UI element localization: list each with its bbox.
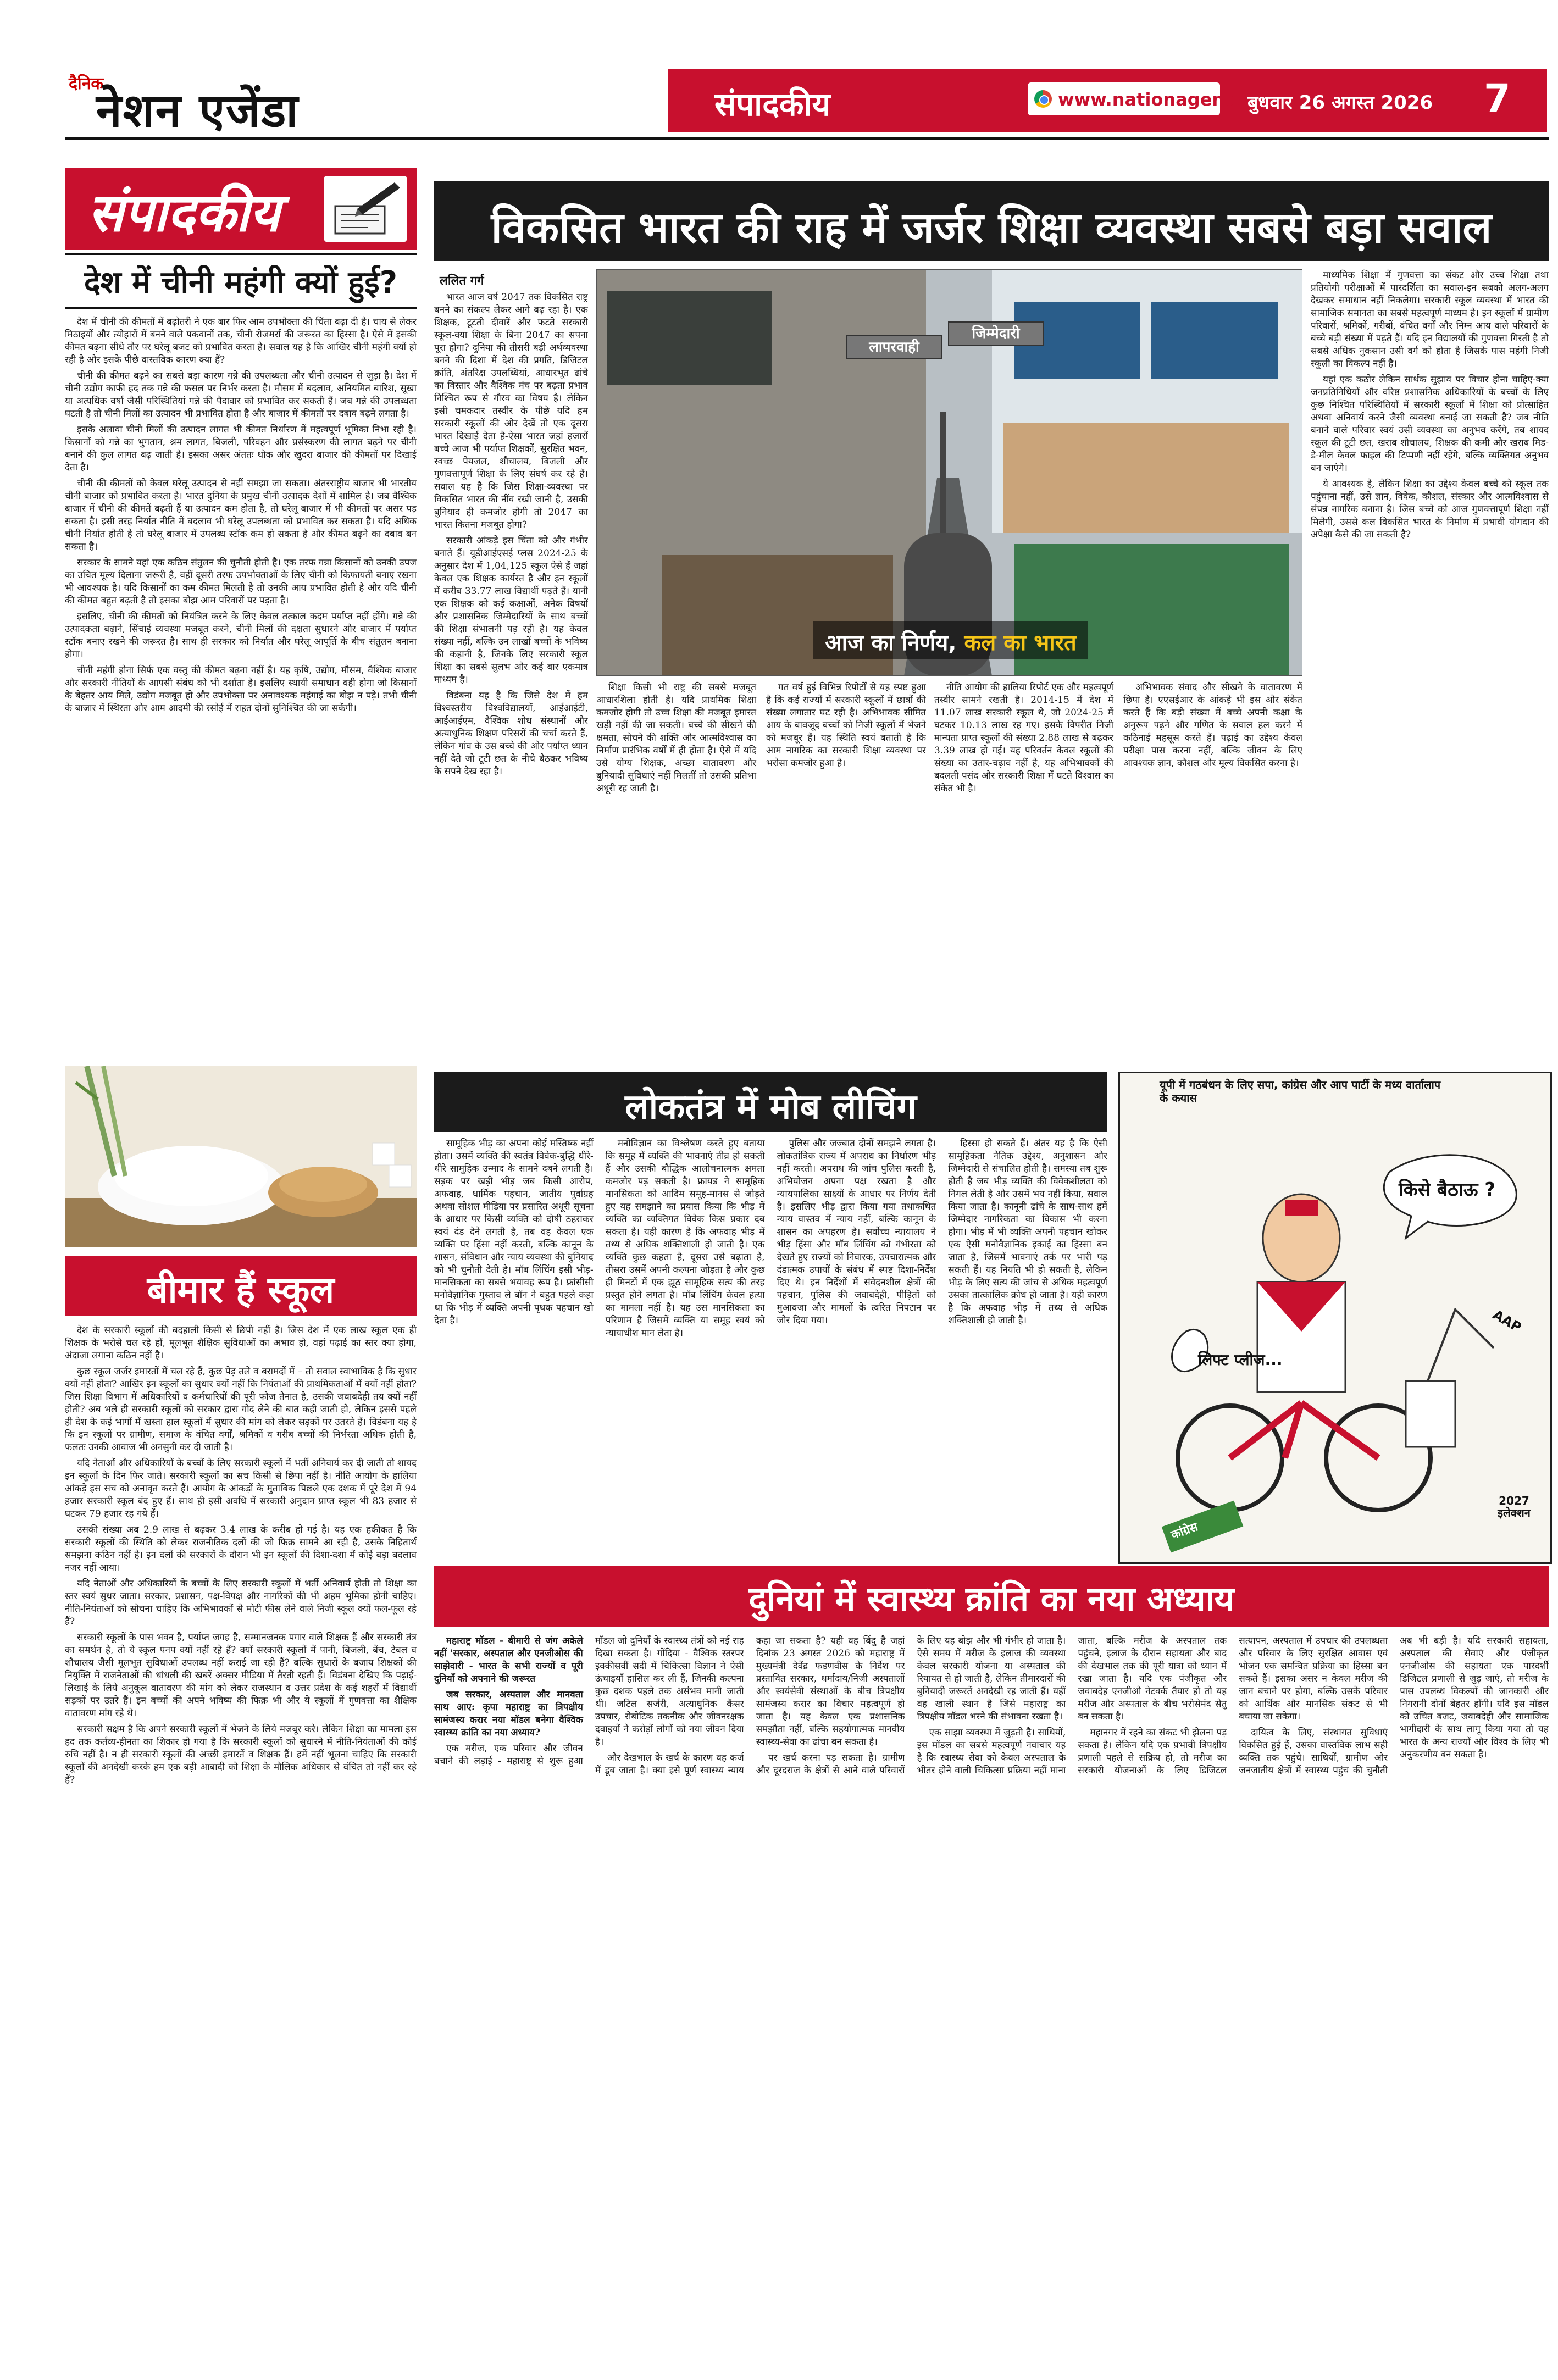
paragraph: इसके अलावा चीनी मिलों की उत्पादन लागत भी कीमत निर्धारण में महत्वपूर्ण भूमिका निभा रही है। किसानों को गन्ने का भुगतान, श्रम लागत, बिजली, परिवहन और प्रसंस्करण की लागत बढ़ने पर चीनी बनाने की कुल लागत बढ़ जाती है। इसका असर अंततः थोक और खुदरा बाजार की कीमतों पर दिखाई देता है। [65,424,417,473]
article-health-headline: दुनियां में स्वास्थ्य क्रांति का नया अध्याय [748,1579,1234,1619]
paragraph: एक मरीज, एक परिवार और जीवन बचाने की लड़ाई - महाराष्ट्र से शुरू हुआ मॉडल जो दुनियाँ के स्वास्थ्य तंत्रों को नई राह दिखा सकता है। गोंदिया - वैश्विक स्तरपर इक्कीसवीं सदी में चिकित्सा विज्ञान ने ऐसी ऊंचाइयाँ हासिल कर ली हैं, जिनकी कल्पना कुछ दशक पहले तक असंभव मानी जाती थी। जटिल सर्जरी, अत्याधुनिक कैंसर उपचार, रोबोटिक तकनीक और जीवनरक्षक दवाइयों ने करोड़ों लोगों को नया जीवन दिया है। [434,1635,744,1767]
logo-prefix: दैनिक [69,74,104,93]
article-sugar-body [65,316,417,1061]
paragraph: भारत आज वर्ष 2047 तक विकसित राष्ट्र बनने का संकल्प लेकर आगे बढ़ रहा है। एक शिक्षक, टूटती दीवारें और फटते सरकारी स्कूल-क्या शिक्षा के बिना 2047 का सपना पूरा होगा? दुनिया की तीसरी बड़ी अर्थव्यवस्था बनने की दिशा में देश की प्रगति, डिजिटल क्रांति, अंतरिक्ष उपलब्धियां, आधारभूत ढांचे का विस्तार और वैश्विक मंच पर बढ़ता प्रभाव निश्चित रूप से गौरव का विषय है। लेकिन इसी चमकदार तस्वीर के पीछे यदि हम सरकारी स्कूलों की ओर देखें तो एक दूसरा भारत दिखाई देता है-ऐसा भारत जहां हजारों बच्चे आज भी पर्याप्त शिक्षकों, सुरक्षित भवन, स्वच्छ पेयजल, शौचालय, बिजली और गुणवत्तापूर्ण शिक्षा के लिए संघर्ष कर रहे हैं। सवाल यह है कि जिस शिक्षा-व्यवस्था पर विकसित भारत की नींव रखी जानी है, उसकी बुनियाद ही कमजोर होगी तो 2047 का भारत कितना मजबूत होगा? [434,292,588,530]
congress-flag: कांग्रेस [1169,1520,1200,1543]
paragraph: पर खर्च करना पड़ सकता है। ग्रामीण और दूरदराज के क्षेत्रों से आने वाले परिवारों के लिए यह बोझ और भी गंभीर हो जाता है। ऐसे समय में मरीज के इलाज की व्यवस्था केवल सरकारी योजना या अस्पताल की रियायत से हो जाती है, लेकिन तीमारदारों की बुनियादी जरूरतें अनदेखी रह जाती हैं। यहीं वह खाली स्थान है जिसे महाराष्ट्र का त्रिपक्षीय मॉडल भरने की संभावना रखता है। [756,1635,1066,1776]
paragraph: पुलिस और जज्बात दोनों समझने लगता है। लोकतांत्रिक राज्य में अपराध का निर्धारण भीड़ नहीं करती। अपराध की जांच पुलिस करती है, अभियोजन अपना पक्ष रखता है और न्यायपालिका साक्ष्यों के आधार पर निर्णय देती है। इसलिए भीड़ द्वारा किया गया तथाकथित न्याय वास्तव में न्याय नहीं, बल्कि कानून के शासन का अपहरण है। सर्वोच्च न्यायालय ने भीड़ हिंसा और मॉब लिंचिंग को गंभीरता को देखते हुए राज्यों को निवारक, उपचारात्मक और दंडात्मक उपायों के संबंध में स्पष्ट दिशा-निर्देश दिए थे। इन निर्देशों में संवेदनशील क्षेत्रों की पहचान, पुलिस की जवाबदेही, पीड़ितों को मुआवजा और मामलों के त्वरित निपटान पर जोर दिया गया। [777,1138,936,1326]
paragraph: देश में चीनी की कीमतों में बढ़ोतरी ने एक बार फिर आम उपभोक्ता की चिंता बढ़ा दी है। चाय से लेकर मिठाइयों और त्योहारों में बनने वाले पकवानों तक, चीनी रोजमर्रा की जरूरत का हिस्सा है। ऐसे में इसकी कीमत बढ़ना सीधे तौर पर घरेलू बजट को प्रभावित करता है। सवाल यह है कि आखिर चीनी महंगी क्यों हो रही है और इसके पीछे वास्तविक कारण क्या हैं? [65,317,417,365]
paragraph: सरकारी आंकड़े इस चिंता को और गंभीर बनाते हैं। यूडीआईएसई प्लस 2024-25 के अनुसार देश में 1,04,125 स्कूल ऐसे हैं जहां केवल एक शिक्षक कार्यरत है और इन स्कूलों में करीब 33.77 लाख विद्यार्थी पढ़ते हैं। यानी एक शिक्षक को कई कक्षाओं, अनेक विषयों और प्रशासनिक जिम्मेदारियों के साथ बच्चों की शिक्षा संभालनी पड़ रही है। यह केवल संख्या नहीं, बल्कि उन लाखों बच्चों के भविष्य की कहानी है, जिनके लिए सरकारी स्कूल शिक्षा का सबसे सुलभ और कई बार एकमात्र माध्यम है। [434,535,588,685]
sign-right: जिम्मेदारी [948,321,1044,346]
paragraph: और देखभाल के खर्च के कारण वह कर्ज में डूब जाता है। क्या इसे पूर्ण स्वास्थ्य न्याय कहा जा सकता है? यही वह बिंदु है जहां दिनांक 23 अगस्त 2026 को महाराष्ट्र में मुख्यमंत्री देवेंद्र फडणवीस के निर्देश पर प्रस्तावित सरकार, धर्मादाय/निजी अस्पतालों और स्वयंसेवी संस्थाओं के बीच त्रिपक्षीय सामंजस्य करार का विचार महत्वपूर्ण हो जाता है। यह केवल एक प्रशासनिक समझौता नहीं, बल्कि सहयोगात्मक मानवीय स्वास्थ्य-सेवा का ढांचा बन सकता है। [595,1635,905,1776]
paragraph: चीनी महंगी होना सिर्फ एक वस्तु की कीमत बढ़ना नहीं है। यह कृषि, उद्योग, मौसम, वैश्विक बाजार और सरकारी नीतियों के आपसी संबंध को भी दर्शाता है। इसलिए स्थायी समाधान वही होगा जो किसानों के बेहतर आय मिले, उद्योग मजबूत हो और उपभोक्ता पर अनावश्यक महंगाई का बोझ न पड़े। तभी चीनी के बाजार में स्थिरता और आम आदमी की रसोई में राहत दोनों सुनिश्चित की जा सकेंगी। [65,665,417,714]
paragraph: इसलिए, चीनी की कीमतों को नियंत्रित करने के लिए केवल तत्काल कदम पर्याप्त नहीं होंगे। गन्ने की उत्पादकता बढ़ाने, सिंचाई व्यवस्था मजबूत करने, चीनी मिलों की दक्षता सुधारने और बाजार में पर्याप्त स्टॉक बनाए रखने की जरूरत है। साथ ही सरकार को निर्यात और घरेलू आपूर्ति के बीच संतुलन बनाना होगा। [65,611,417,660]
article-health-body [434,1635,1549,2366]
paragraph: ये आवश्यक है, लेकिन शिक्षा का उद्देश्य केवल बच्चे को स्कूल तक पहुंचाना नहीं, उसे ज्ञान, विवेक, कौशल, संस्कार और आत्मविश्वास से संपन्न नागरिक बनाना है। जिस बच्चे को आज गुणवत्तापूर्ण शिक्षा नहीं मिलेगी, उससे कल विकसित भारत के निर्माण में प्रभावी योगदान की अपेक्षा कैसे की जा सकती है? [1311,479,1549,540]
sign-left: लापरवाही [846,335,942,359]
cartoon-frame [1118,1072,1552,1564]
article-sugar-headline: देश में चीनी महंगी क्यों हुई? [84,265,398,301]
aap-flag: AAP [1490,1307,1524,1335]
paragraph: उसकी संख्या अब 2.9 लाख से बढ़कर 3.4 लाख के करीब हो गई है। यह एक हकीकत है कि सरकारी स्कूलों की स्थिति को लेकर राजनीतिक दलों की जो फिक्र सामने आ रही है, उसके निहितार्थ समझना कठिन नहीं है। इन दलों की सरकारों के दौरान भी इन स्कूलों की दिशा-दशा में कोई बड़ा बदलाव नजर नहीं आया। [65,1524,417,1573]
paragraph: एक साझा व्यवस्था में जुड़ती है। साथियों, इस मॉडल का सबसे महत्वपूर्ण नवाचार यह है कि स्वास्थ्य सेवा को केवल अस्पताल के भीतर होने वाली चिकित्सा प्रक्रिया नहीं माना जाता, बल्कि मरीज के अस्पताल तक पहुंचने, इलाज के दौरान सहायता और बाद की देखभाल तक की पूरी यात्रा को ध्यान में रखा जाता है। यदि एक पंजीकृत और जवाबदेह एनजीओ नेटवर्क तैयार हो तो यह मरीज और अस्पताल के बीच भरोसेमंद सेतु बन सकता है। [917,1635,1227,1776]
image-caption [819,626,1083,657]
paragraph: यदि नेताओं और अधिकारियों के बच्चों के लिए सरकारी स्कूलों में भर्ती अनिवार्य होती तो शिक्षा का स्तर स्वयं सुधर जाता। सरकार, प्रशासन, पक्ष-विपक्ष और नागरिकों की भी अहम भूमिका होनी चाहिए। नीति-नियंताओं को सोचना चाहिए कि अभिभावकों से मोटी फीस लेने वाले निजी स्कूल क्यों फल-फूल रहे हैं? [65,1578,417,1627]
issue-date: बुधवार 26 अगस्त 2026 [1247,92,1433,114]
pen-writing-icon [324,176,407,242]
editorial-label: संपादकीय [88,181,280,243]
paragraph: दायित्व के लिए, संस्थागत सुविधाएं विकसित हुई हैं, उसका वास्तविक लाभ सही व्यक्ति तक पहुंचे। साथियों, ग्रामीण और जनजातीय क्षेत्रों में स्वास्थ्य पहुंच की चुनौती अब भी बड़ी है। यदि सरकारी सहायता, अस्पताल की सेवाएं और पंजीकृत एनजीओस की सहायता एक पारदर्शी डिजिटल प्रणाली से जुड़ जाएं, तो मरीज के पास उपलब्ध विकल्पों की जानकारी और निगरानी दोनों बेहतर होंगी। यदि इस मॉडल को उचित बजट, जवाबदेही और सामाजिक भागीदारी के साथ लागू किया गया तो यह भारत के अन्य राज्यों और विश्व के लिए भी अनुकरणीय बन सकता है। [1239,1635,1549,1776]
byline: ललित गर्ग [440,274,484,288]
paragraph: सरकारी स्कूलों के पास भवन है, पर्याप्त जगह है, सम्मानजनक पगार वाले शिक्षक हैं और सरकारी तंत्र का समर्थन है, तो ये स्कूल पनप क्यों नहीं रहे हैं? क्यों सरकारी स्कूलों में पानी, बिजली, बेंच, टेबल व शौचालय जैसी मूलभूत सुविधाओं उपलब्ध नहीं कराई जा रही हैं? बल्कि सुधारों के बजाय शिक्षकों की नियुक्ति में राजनेताओं की धांधली की खबरें अक्सर मीडिया में तैरती रहती हैं। विडंबना देखिए कि पढ़ाई-लिखाई के लिये अनुकूल वातावरण की मांग को लेकर राजस्थान व उत्तर प्रदेश के कई शहरों में विद्यार्थी सड़कों पर उतरे हैं। इन बच्चों की अपने भविष्य की फिक्र भी और ये स्कूलों में गुणवत्ता का शैक्षिक वातावरण मांग रहे थे। [65,1632,417,1719]
paragraph: यहां एक कठोर लेकिन सार्थक सुझाव पर विचार होना चाहिए-क्या जनप्रतिनिधियों और वरिष्ठ प्रशासनिक अधिकारियों के बच्चों के लिए कुछ निश्चित परिस्थितियों में सरकारी स्कूलों में शिक्षा को प्रोत्साहित अथवा अनिवार्य करने जैसी व्यवस्था बनाई जा सकती है? जब नीति बनाने वाले परिवार स्वयं उसी व्यवस्था का अनुभव करेंगे, तब शायद स्कूल की टूटी छत, खराब शौचालय, शिक्षक की कमी और खराब मिड-डे-मील केवल फाइल की टिप्पणी नहीं रहेंगे, बल्कि व्यक्तिगत अनुभव बन जाएंगे। [1311,374,1549,474]
speech-bubble: किसे बैठाऊ ? [1399,1179,1495,1201]
sugar-photo [65,1066,417,1247]
paragraph: नीति आयोग की हालिया रिपोर्ट एक और महत्वपूर्ण तस्वीर सामने रखती है। 2014-15 में देश में 11.07 लाख सरकारी स्कूल थे, जो 2024-25 में घटकर 10.13 लाख रह गए। इसके विपरीत निजी मान्यता प्राप्त स्कूलों की संख्या 2.88 लाख से बढ़कर 3.39 लाख हो गई। यह परिवर्तन केवल स्कूलों की संख्या का उतार-चढ़ाव नहीं है, यह अभिभावकों की बदलती पसंद और सरकारी शिक्षा में घटते विश्वास का संकेत भी है। [934,682,1113,794]
paragraph: जब सरकार, अस्पताल और मानवता साथ आए: कृपा महाराष्ट्र का त्रिपक्षीय सामंजस्य करार नया मॉडल बनेगा वैश्विक स्वास्थ्य क्रांति का नया अध्याय? [434,1689,583,1738]
paragraph: माध्यमिक शिक्षा में गुणवत्ता का संकट और उच्च शिक्षा तथा प्रतियोगी परीक्षाओं में पारदर्शिता का सवाल-इन सबको अलग-अलग देखकर समाधान नहीं निकलेगा। सरकारी स्कूल व्यवस्था में भारत की सामाजिक समानता का सबसे महत्वपूर्ण माध्यम है। इन स्कूलों में ग्रामीण परिवारों, श्रमिकों, गरीबों, वंचित वर्गों और निम्न आय वाले परिवारों के बच्चे बड़ी संख्या में पढ़ते हैं। यदि इन विद्यालयों की गुणवत्ता गिरती है तो सबसे अधिक नुकसान उसी वर्ग को होता है जिसके पास महंगी निजी स्कूली का विकल्प नहीं है। [1311,270,1549,369]
article-education-col1 [434,291,588,1061]
election-flag: 2027 इलेक्शन [1498,1494,1531,1519]
article-mob-body [434,1138,1107,1561]
paragraph: यदि नेताओं और अधिकारियों के बच्चों के लिए सरकारी स्कूलों में भर्ती अनिवार्य कर दी जाती तो शायद इन स्कूलों के दिन फिर जाते। सरकारी स्कूलों का सच किसी से छिपा नहीं है। नीति आयोग के हालिया आंकड़े इस सच को अनावृत करते हैं। आयोग के आंकड़ों के मुताबिक पिछले एक दशक में पूरे देश में 94 हजार सरकारी स्कूल बंद हुए हैं। साथ ही इसी अवधि में सरकारी अनुदान प्राप्त स्कूल भी 83 हजार से घटकर 79 हजार रह गये हैं। [65,1458,417,1519]
article-schools-body [65,1324,417,2357]
paragraph: मनोविज्ञान का विश्लेषण करते हुए बताया कि समूह में व्यक्ति की भावनाएं तीव्र हो सकती हैं और उसकी बौद्धिक आलोचनात्मक क्षमता कमजोर पड़ सकती है। फ्रायड ने सामूहिक मानसिकता को आदिम समूह-मानस से जोड़ते हुए यह समझाने का प्रयास किया कि भीड़ में व्यक्ति का व्यक्तिगत विवेक किस प्रकार दब सकता है। यही कारण है कि अफवाह भीड़ में तथ्य से अधिक शक्तिशाली हो जाती है। एक व्यक्ति कुछ कहता है, दूसरा उसे बढ़ाता है, तीसरा उसमें अपनी कल्पना जोड़ता है और कुछ ही मिनटों में एक झूठ सामूहिक सत्य की तरह प्रस्तुत होने लगता है। मॉब लिंचिंग केवल हत्या का मामला नहीं है। यह उस मानसिकता का परिणाम है जिसमें व्यक्ति या समूह स्वयं को न्यायाधीश मान लेता है। [605,1138,765,1339]
article-education-col2 [596,681,926,1061]
paragraph: चीनी की कीमतों को केवल घरेलू उत्पादन से नहीं समझा जा सकता। अंतरराष्ट्रीय बाजार भी भारतीय चीनी बाजार को प्रभावित करता है। भारत दुनिया के प्रमुख चीनी उत्पादक देशों में शामिल है। जब वैश्विक बाजार में चीनी की कीमतें बढ़ती हैं या उत्पादन कम होता है, तो घरेलू बाजार में भी कीमतों पर असर पड़ सकता है। इसी तरह निर्यात नीति में बदलाव भी घरेलू उपलब्धता को प्रभावित कर सकता है। यदि अधिक चीनी निर्यात होती है तो घरेलू बाजार में उपलब्ध स्टॉक कम हो सकता है और कीमत बढ़ने का दबाव बन सकता है। [65,478,417,552]
lift-label: लिफ्ट प्लीज... [1198,1351,1283,1369]
paragraph: सरकारी सक्षम है कि अपने सरकारी स्कूलों में भेजने के लिये मजबूर करे। लेकिन शिक्षा का मामला इस हद तक कर्तव्य-हीनता का शिकार हो गया है कि सरकारी स्कूलों को सुधारने में नीति-नियंताओं की कोई रुचि नहीं है। न ही सरकारी स्कूलों की अच्छी इमारतें व शिक्षक हैं। हमें नहीं भूलना चाहिए कि सरकारी स्कूलों की अनदेखी करके हम एक बड़ी आबादी को शिक्षा के मौलिक अधिकार से वंचित तो नहीं कर रहे हैं? [65,1724,417,1785]
paragraph: कुछ स्कूल जर्जर इमारतों में चल रहे हैं, कुछ पेड़ तले व बरामदों में – तो सवाल स्वाभाविक है कि सुधार क्यों नहीं होता? आखिर इन स्कूलों का सुधार क्यों नहीं कि नियंताओं की प्राथमिकताओं में क्यों नहीं होता? जिस शिक्षा विभाग में अधिकारियों व कर्मचारियों की पूरी फौज तैनात है, उसकी जवाबदेही तय क्यों नहीं होती? अब भले ही सरकारी स्कूलों को सरकार द्वारा गोद लेने की बात कही जाती हो, लेकिन इससे पहले ही देश के कई भागों में खस्ता हाल स्कूलों में सुधार की मांग को लेकर सड़कों पर उतरते हैं। विडंबना यह है कि इन स्कूलों पर ग्रामीण, समाज के वंचित वर्गों, श्रमिकों व गरीब बच्चों की निर्भरता अधिक होती है, फलतः उनकी आवाज भी अनसुनी कर दी जाती है। [65,1366,417,1453]
paragraph: देश के सरकारी स्कूलों की बदहाली किसी से छिपी नहीं है। जिस देश में एक लाख स्कूल एक ही शिक्षक के भरोसे चल रहे हों, मूलभूत शैक्षिक सुविधाओं का अभाव हो, वहां पढ़ाई का स्तर क्या होगा, अंदाजा लगाना कठिन नहीं है। [65,1325,417,1361]
website-url[interactable]: www.nationagenda.com [1058,89,1297,110]
article-education-col4 [1311,269,1549,1061]
masthead [0,0,1558,135]
paragraph: हिस्सा हो सकते हैं। अंतर यह है कि ऐसी सामूहिकता नैतिक उद्देश्य, अनुशासन और जिम्मेदारी से संचालित होती है। समस्या तब शुरू होती है जब भीड़ व्यक्ति की विवेकशीलता को निगल लेती है और उसमें भय नहीं किया, सवाल किया जाता है। कानूनी ढांचे के साथ-साथ हमें जिम्मेदार नागरिकता का विकास भी करना होगा। भीड़ में भी व्यक्ति अपनी पहचान खोकर एक ऐसी मनोवैज्ञानिक इकाई का हिस्सा बन जाता है, जिसमें भावनाएं तर्क पर भारी पड़ सकती हैं। यह नियति भी हो सकती है, लेकिन भीड़ के लिए सत्य की जांच से अधिक महत्वपूर्ण उसका तात्कालिक क्रोध हो जाता है। यही कारण है कि अफवाह भीड़ में तथ्य से अधिक शक्तिशाली हो जाती है। [948,1138,1107,1326]
caption-part1: आज का निर्णय, [825,630,957,656]
paragraph: चीनी की कीमत बढ़ने का सबसे बड़ा कारण गन्ने की उपलब्धता और चीनी उत्पादन से जुड़ा है। देश में चीनी उद्योग काफी हद तक गन्ने की फसल पर निर्भर करता है। मौसम में बदलाव, अनियमित बारिश, सूखा या अत्यधिक वर्षा जैसी परिस्थितियां गन्ने की पैदावार को प्रभावित कर सकती हैं। जब गन्ने की उपलब्धता घटती है तो चीनी मिलों का उत्पादन भी प्रभावित होता है और बाजार में कीमतों पर दबाव बढ़ने लगता है। [65,370,417,419]
paragraph: गत वर्ष हुई विभिन्न रिपोर्टों से यह स्पष्ट हुआ है कि कई राज्यों में सरकारी स्कूलों में छात्रों की संख्या लगातार घट रही है। अभिभावक सीमित आय के बावजूद बच्चों को निजी स्कूलों में भेजने को मजबूर हैं। यह स्थिति स्वयं बताती है कि आम नागरिक का सरकारी शिक्षा व्यवस्था पर भरोसा कमजोर हुआ है। [766,682,926,769]
chrome-icon [1034,90,1052,108]
newspaper-logo: नेशन एजेंडा [96,84,300,137]
article-schools-headline: बीमार हैं स्कूल [147,1269,335,1311]
paragraph: सामूहिक भीड़ का अपना कोई मस्तिष्क नहीं होता। उसमें व्यक्ति की स्वतंत्र विवेक-बुद्धि धीरे-धीरे सामूहिक उन्माद के सामने दबने लगती है। सड़क पर खड़ी भीड़ जब किसी आरोप, अफवाह, धार्मिक पहचान, जातीय पूर्वाग्रह अथवा सोशल मीडिया पर प्रसारित अधूरी सूचना के आधार पर किसी व्यक्ति को दोषी ठहराकर स्वयं दंड देने लगती है, तब वह केवल एक व्यक्ति पर हिंसा नहीं करती, बल्कि कानून के शासन, संविधान और न्याय व्यवस्था की बुनियाद को भी चुनौती देती है। मॉब लिंचिंग इसी भीड़-मानसिकता का सबसे भयावह रूप है। फ्रांसीसी मनोवैज्ञानिक गुस्ताव ले बॉन ने बहुत पहले कहा था कि भीड़ में व्यक्ति अपनी पृथक पहचान खो देता है। [434,1138,594,1326]
paragraph: महानगर में रहने का संकट भी झेलना पड़ सकता है। लेकिन यदि एक प्रभावी त्रिपक्षीय प्रणाली पहले से सक्रिय हो, तो मरीज का सरकारी योजनाओं के लिए डिजिटल सत्यापन, अस्पताल में उपचार की उपलब्धता और परिवार के लिए सुरक्षित आवास एवं भोजन एक समन्वित प्रक्रिया का हिस्सा बन सकते हैं। इसका असर न केवल मरीज की जान बचाने पर होगा, बल्कि उसके परिवार को आर्थिक और मानसिक संकट से भी बचाया जा सकेगा। [1078,1635,1388,1776]
paragraph: अभिभावक संवाद और सीखने के वातावरण में छिपा है। एएसईआर के आंकड़े भी इस ओर संकेत करते हैं कि बड़ी संख्या में बच्चे अपनी कक्षा के अनुरूप पढ़ने और गणित के सवाल हल करने में कठिनाई महसूस करते हैं। पढ़ाई का उद्देश्य केवल परीक्षा पास करना नहीं, बल्कि जीवन के लिए आवश्यक ज्ञान, कौशल और मूल्य विकसित करना है। [1123,682,1302,769]
section-name: संपादकीय [714,86,831,123]
article-education-col3 [934,681,1302,1061]
article-mob-headline: लोकतंत्र में मोब लीचिंग [625,1087,917,1128]
article-education-headline: विकसित भारत की राह में जर्जर शिक्षा व्यवस्था सबसे बड़ा सवाल [491,203,1492,253]
caption-part2: कल का भारत [964,630,1077,656]
paragraph: विडंबना यह है कि जिसे देश में हम विश्वस्तरीय विश्वविद्यालयों, आईआईटी, आईआईएम, वैश्विक शोध संस्थानों और अत्याधुनिक शिक्षण परिसरों की चर्चा करते हैं, लेकिन गांव के उस बच्चे की ओर पर्याप्त ध्यान नहीं देते जो टूटी छत के नीचे बैठकर भविष्य के सपने देख रहा है। [434,690,588,777]
cartoon-caption: यूपी में गठबंधन के लिए सपा, कांग्रेस और आप पार्टी के मध्य वार्तालाप के कयास [1160,1078,1441,1105]
paragraph: सरकार के सामने यहां एक कठिन संतुलन की चुनौती होती है। एक तरफ गन्ना किसानों को उनकी उपज का उचित मूल्य दिलाना जरूरी है, वहीं दूसरी तरफ उपभोक्ताओं के लिए चीनी को किफायती बनाए रखना भी आवश्यक है। यदि किसानों का कम कीमत मिलती है तो उनकी आय प्रभावित होती है और यदि चीनी की कीमत बहुत बढ़ती है तो इसका बोझ आम परिवारों पर पड़ता है। [65,557,417,606]
header-rule [65,137,1549,140]
page-number: 7 [1484,76,1511,121]
paragraph: शिक्षा किसी भी राष्ट्र की सबसे मजबूत आधारशिला होती है। यदि प्राथमिक शिक्षा कमजोर होगी तो उच्च शिक्षा की मजबूत इमारत खड़ी नहीं की जा सकती। बच्चे की सीखने की क्षमता, सोचने की शक्ति और आत्मविश्वास का निर्माण प्रारंभिक वर्षों में ही होता है। ऐसे में यदि उसे योग्य शिक्षक, अच्छा वातावरण और बुनियादी सुविधाएं नहीं मिलतीं तो उसकी प्रतिभा अधूरी रह जाती है। [596,682,756,794]
paragraph: महाराष्ट्र मॉडल - बीमारी से जंग अकेले नहीं 'सरकार, अस्पताल और एनजीओस की साझेदारी - भारत के सभी राज्यों व पूरी दुनियाँ को अपनाने की जरूरत [434,1635,583,1684]
